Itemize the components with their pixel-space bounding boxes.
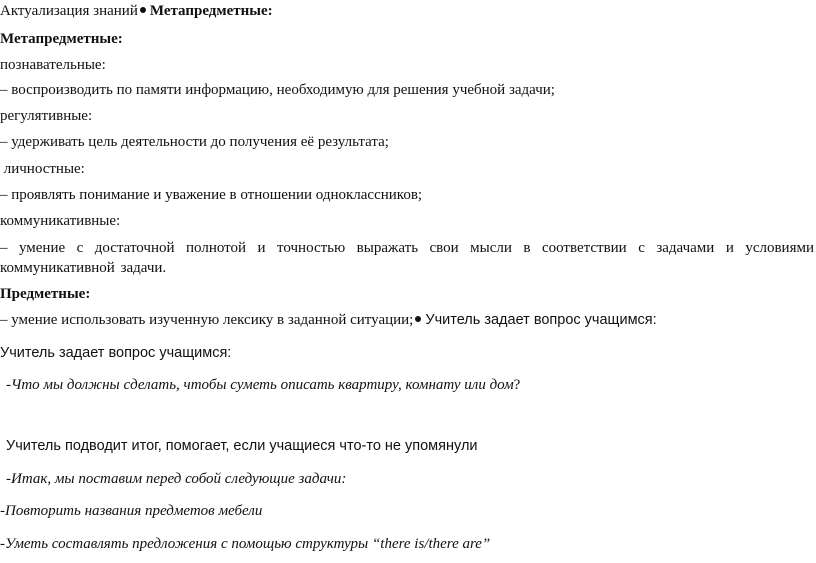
- personal-label: личностные:: [0, 161, 85, 177]
- communicative-label: коммуникативные:: [0, 213, 121, 229]
- cognitive-label: познавательные:: [0, 57, 106, 73]
- communicative-item: – умение с достаточной полнотой и точностью выражать свои мысли в соответствии с задачами и условиями коммуникативной задачи.: [0, 240, 814, 276]
- meta-heading: Метапредметные:: [0, 31, 123, 47]
- bullet-icon: [415, 316, 421, 322]
- heading-line: [0, 2, 273, 20]
- subject-heading: Предметные:: [0, 286, 91, 302]
- cognitive-item: – воспроизводить по памяти информацию, необходимую для решения учебной задачи;: [0, 82, 555, 98]
- task-2: -Уметь составлять предложения с помощью структуры “there is/there are”: [0, 536, 491, 552]
- subject-item-sans-text: Учитель задает вопрос учащимся:: [425, 312, 657, 328]
- question-end-mark: ?: [513, 377, 521, 393]
- heading-text: Актуализация знаний: [0, 3, 138, 19]
- tasks-intro: -Итак, мы поставим перед собой следующие задачи:: [6, 471, 347, 487]
- bullet-icon: [140, 7, 146, 13]
- regulative-item: – удерживать цель деятельности до получения её результата;: [0, 134, 389, 150]
- heading-bold-text: Метапредметные:: [149, 3, 273, 19]
- subject-item: [0, 311, 657, 329]
- question-line: [6, 376, 520, 394]
- teacher-summary: Учитель подводит итог, помогает, если учащиеся что-то не упомянули: [6, 438, 478, 454]
- regulative-label: регулятивные:: [0, 108, 93, 124]
- question-text: -Что мы должны сделать, чтобы суметь описать квартиру, комнату или дом: [6, 377, 514, 393]
- task-1: -Повторить названия предметов мебели: [0, 503, 263, 519]
- personal-item: – проявлять понимание и уважение в отношении одноклассников;: [0, 187, 423, 203]
- teacher-question-intro: Учитель задает вопрос учащимся:: [0, 345, 232, 361]
- subject-item-text: – умение использовать изученную лексику в заданной ситуации;: [0, 312, 414, 328]
